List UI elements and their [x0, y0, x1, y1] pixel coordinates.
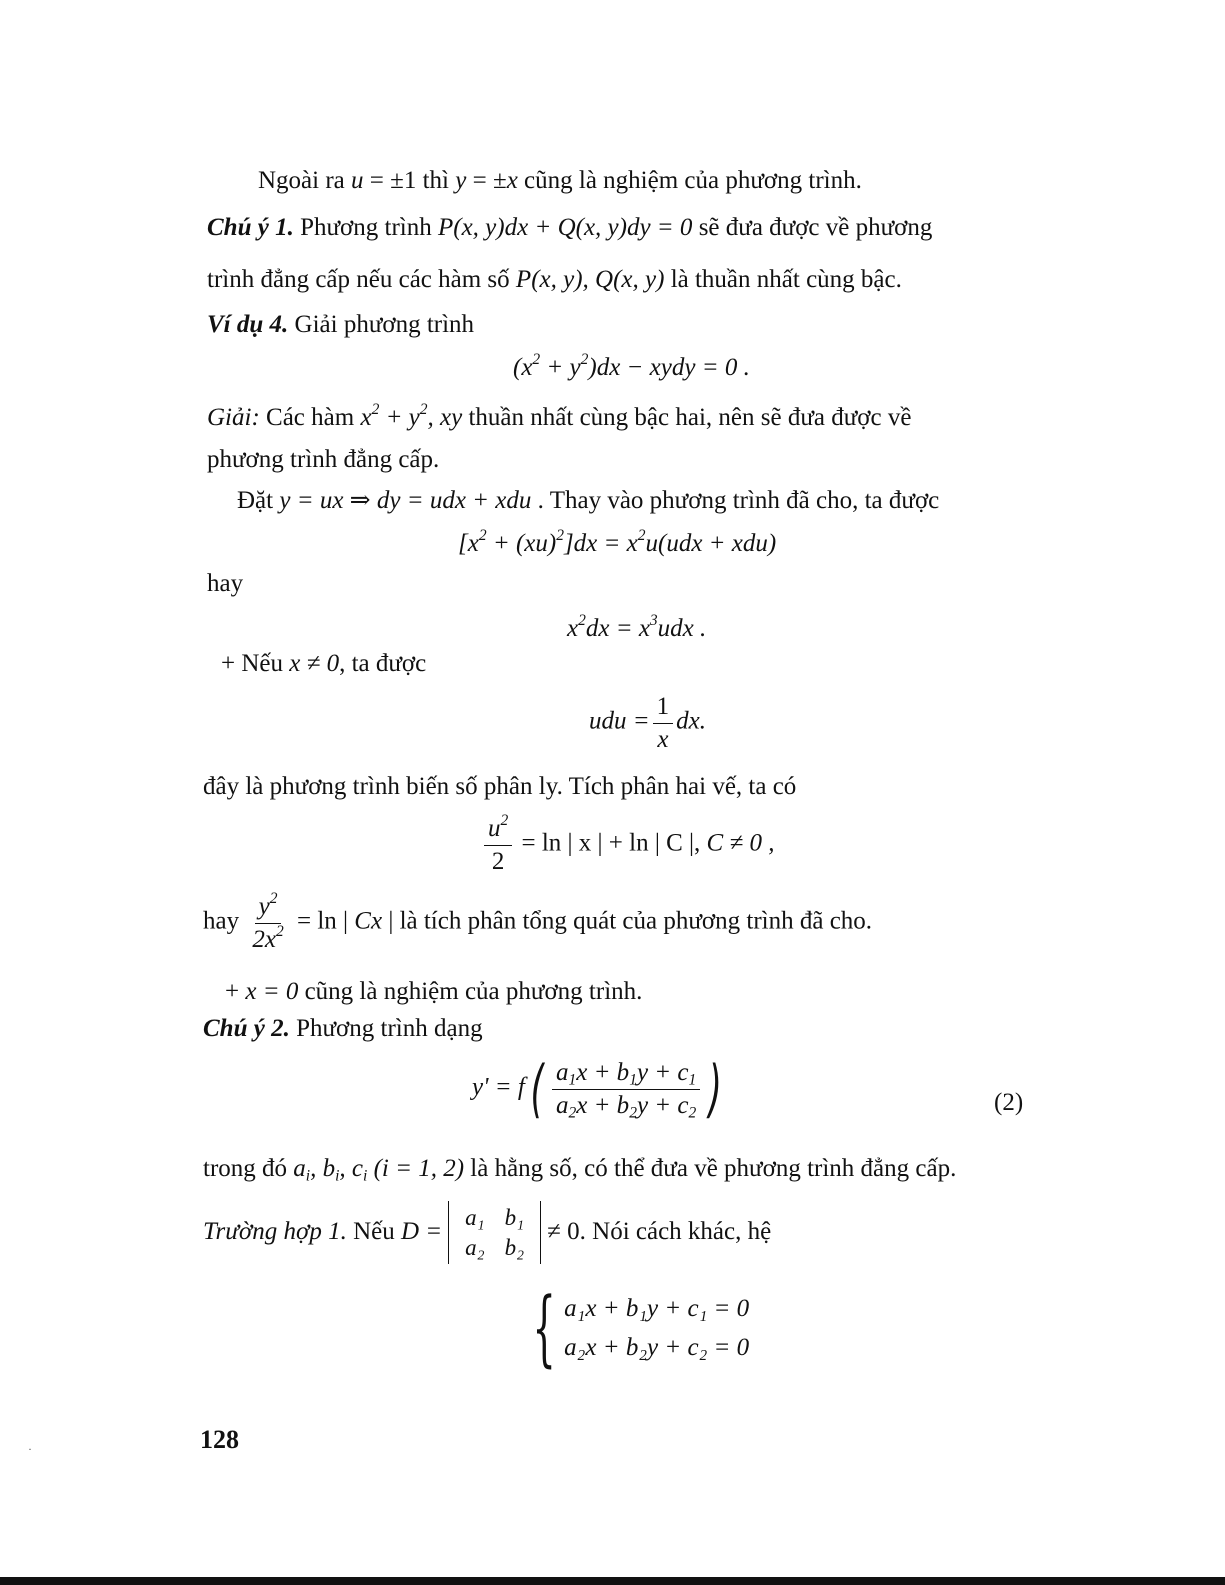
sub: 2	[568, 1104, 577, 1122]
system-row-2: a₂x + b₂y + c₂ = 0	[564, 1334, 750, 1361]
text: Các hàm	[259, 404, 361, 431]
math: , c	[339, 1155, 364, 1182]
text: là hằng số, có thể đưa về phương trình đẳng cấp.	[464, 1155, 957, 1182]
text: + Nếu	[221, 650, 290, 677]
math: (i = 1, 2)	[367, 1155, 465, 1182]
substitution-line	[237, 487, 939, 516]
determinant	[448, 1201, 541, 1264]
equation-2-tag: (2)	[994, 1089, 1024, 1116]
equation-substituted	[458, 527, 777, 559]
math: (x	[513, 354, 533, 381]
text: = ±	[466, 167, 507, 194]
sub: i	[363, 1167, 368, 1185]
math: a	[555, 1059, 569, 1086]
margin-mark: ·	[28, 1442, 32, 1456]
text: thuần nhất cùng bậc hai, nên sẽ đưa được về	[462, 404, 912, 431]
note-2-label: Chú ý 2.	[203, 1015, 290, 1042]
equation-separable	[589, 693, 706, 753]
math-y: y	[455, 167, 467, 194]
entry: a₁	[465, 1205, 485, 1230]
math: a	[293, 1155, 306, 1182]
exp: 2	[637, 527, 646, 545]
text: +	[225, 978, 246, 1005]
text: Phương trình dạng	[289, 1015, 483, 1042]
text: Đặt	[237, 487, 280, 514]
case-x-zero	[225, 978, 642, 1007]
separable-text: đây là phương trình biến số phân ly. Tích phân hai vế, ta có	[203, 773, 797, 800]
exp: 2	[419, 401, 428, 419]
sub: 1	[568, 1071, 577, 1089]
exp: 2	[580, 351, 589, 369]
left-brace: {	[532, 1281, 556, 1376]
exp: 2	[478, 527, 487, 545]
entry: a₂	[465, 1234, 485, 1260]
math: dx.	[676, 707, 706, 735]
numerator: 1	[653, 693, 674, 724]
equation-simplified	[567, 612, 707, 644]
math: udu =	[589, 707, 650, 735]
text: Nếu	[346, 1218, 401, 1246]
math-functions: P(x, y), Q(x, y)	[515, 266, 665, 293]
math: y' = f	[472, 1073, 525, 1101]
general-integral-line	[203, 890, 873, 953]
entry: b₂	[504, 1234, 525, 1260]
note-1-line-2	[207, 266, 902, 295]
math: u	[488, 815, 501, 842]
text: sẽ đưa được về phương	[692, 214, 933, 241]
sub: 1	[688, 1071, 697, 1089]
math: x + b	[576, 1059, 630, 1086]
math: = ln | x | + ln | C |,	[515, 829, 707, 857]
math-u: u	[351, 167, 364, 194]
denominator	[552, 1090, 700, 1120]
math-equation: P(x, y)dx + Q(x, y)dy = 0	[437, 214, 693, 241]
math: + y	[540, 354, 581, 381]
math: dx = x	[585, 615, 650, 642]
system-rows	[564, 1295, 749, 1363]
math: + (xu)	[486, 530, 557, 557]
exp: 2	[578, 612, 586, 630]
exp: 2	[556, 527, 564, 545]
math: = ln |	[290, 907, 355, 935]
math: D =	[400, 1218, 443, 1246]
exp: 2	[275, 922, 284, 940]
exp: 2	[532, 351, 541, 369]
note-1-line-1	[207, 214, 932, 243]
system-row-1: a₁x + b₁y + c₁ = 0	[564, 1295, 750, 1323]
math: x	[567, 615, 579, 642]
equation-integral	[481, 812, 775, 875]
math: C ≠ 0 ,	[706, 829, 775, 857]
exp: 2	[269, 890, 278, 908]
sub: 1	[629, 1071, 637, 1089]
math: [x	[458, 530, 479, 557]
math: )dx − xydy = 0 .	[588, 354, 750, 381]
text: hay	[203, 907, 246, 935]
math: 2x	[252, 925, 276, 953]
text: . Thay vào phương trình đã cho, ta được	[531, 487, 940, 514]
coefficients-line	[203, 1155, 956, 1184]
case-1-label: Trường hợp 1.	[203, 1218, 347, 1246]
exp: 3	[649, 612, 658, 630]
math: , xy	[427, 404, 463, 431]
numerator	[255, 890, 282, 924]
text: là thuần nhất cùng bậc.	[664, 266, 902, 293]
text: cũng là nghiệm của phương trình.	[517, 167, 862, 194]
math-substitution: y = ux ⇒ dy = udx + xdu	[279, 487, 532, 514]
line-intro	[258, 167, 862, 196]
math: u(udx + xdu)	[645, 530, 777, 557]
sub: 2	[688, 1104, 697, 1122]
note-2-heading	[203, 1015, 483, 1044]
exp: 2	[500, 812, 509, 830]
left-paren: (	[530, 1052, 544, 1125]
solution-line-1	[207, 401, 912, 433]
math: udx .	[657, 615, 707, 642]
fraction	[248, 890, 287, 953]
math: x ≠ 0	[289, 650, 340, 677]
fraction	[653, 693, 674, 753]
text: ≠ 0. Nói cách khác, hệ	[547, 1218, 772, 1246]
sub: 2	[629, 1104, 637, 1122]
math: y	[258, 893, 270, 920]
page-number: 128	[200, 1425, 239, 1454]
text: Giải phương trình	[288, 311, 475, 338]
right-paren: )	[708, 1052, 723, 1125]
text: Ngoài ra	[258, 167, 352, 194]
text: , ta được	[339, 650, 427, 677]
numerator	[552, 1059, 700, 1090]
solution-label: Giải:	[207, 404, 260, 431]
note-1-label: Chú ý 1.	[207, 214, 294, 241]
numerator	[484, 812, 512, 846]
math: + y	[379, 404, 420, 431]
fraction	[552, 1059, 700, 1122]
example-4-heading	[207, 311, 474, 340]
math: x = 0	[245, 978, 299, 1005]
denominator: x	[657, 725, 669, 753]
text: trình đẳng cấp nếu các hàm số	[207, 266, 516, 293]
fraction	[484, 812, 512, 875]
case-1-line	[203, 1201, 771, 1264]
case-x-nonzero	[221, 650, 426, 679]
equation-example-4	[513, 351, 750, 383]
denominator	[248, 924, 287, 954]
linear-system	[518, 1281, 750, 1376]
exp: 2	[371, 401, 380, 419]
determinant-matrix	[455, 1203, 534, 1262]
text: trong đó	[203, 1155, 294, 1182]
example-4-label: Ví dụ 4.	[207, 311, 289, 338]
math: y + c	[636, 1059, 689, 1086]
equation-2	[472, 1052, 727, 1125]
text: = ±1 thì	[363, 167, 456, 194]
math: x + b	[576, 1091, 630, 1119]
math: a	[555, 1091, 569, 1119]
denominator: 2	[491, 847, 505, 875]
sub: i	[305, 1167, 311, 1185]
math: , b	[310, 1155, 336, 1182]
text: | là tích phân tổng quát của phương trình đã cho.	[382, 907, 873, 935]
entry: b₁	[504, 1205, 525, 1230]
math: Cx	[354, 907, 383, 935]
text: cũng là nghiệm của phương trình.	[298, 978, 643, 1005]
sub: i	[335, 1167, 340, 1185]
math: y + c	[636, 1091, 689, 1119]
math: x	[360, 404, 372, 431]
hay-1: hay	[207, 570, 244, 597]
bottom-scan-edge	[0, 1577, 1225, 1585]
text: Phương trình	[293, 214, 438, 241]
solution-line-2: phương trình đẳng cấp.	[207, 446, 440, 473]
math: ]dx = x	[563, 530, 638, 557]
math-x: x	[506, 167, 518, 194]
